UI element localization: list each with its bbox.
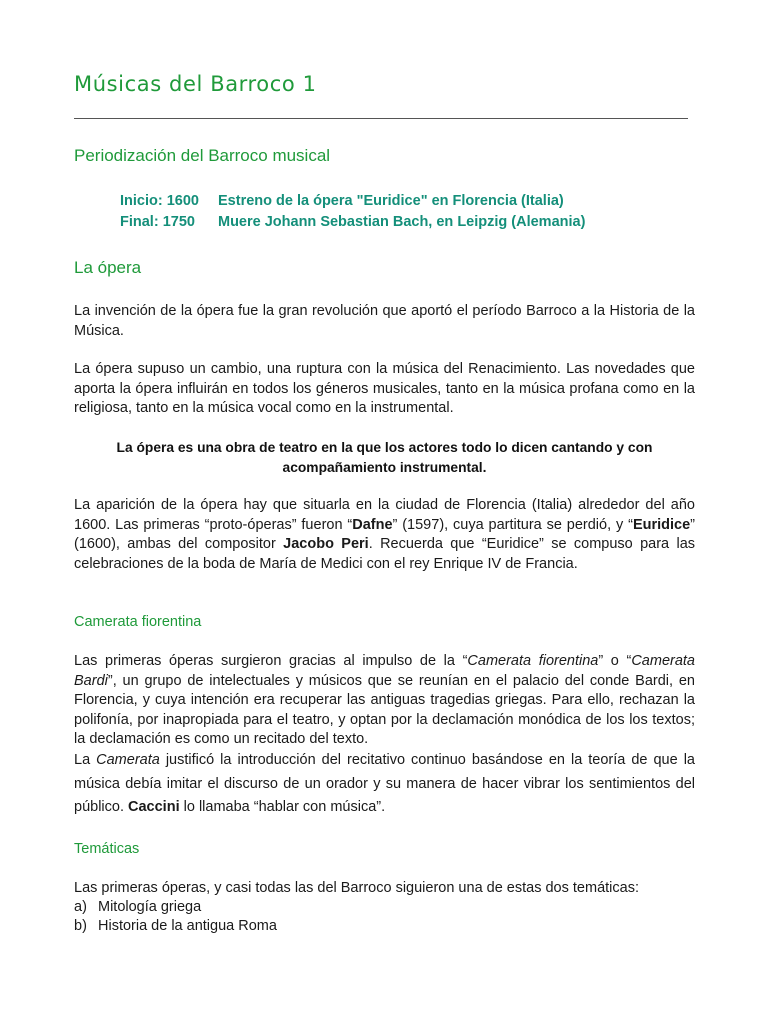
page-title: Músicas del Barroco 1 [74,72,317,96]
camerata-bardi-term: Camerata Bardi [74,653,695,689]
text-run: ” o “ [598,653,632,669]
list-item-text: Historia de la antigua Roma [98,918,277,934]
camerata-heading: Camerata fiorentina [74,614,202,630]
list-marker: b) [74,918,87,934]
opera-definition: La ópera es una obra de teatro en la que los actores todo lo dicen cantando y con acompañamiento instrumental. [116,440,653,475]
period-text: Estreno de la ópera "Euridice" en Florencia (Italia) [218,193,564,209]
camerata-term: Camerata [96,752,160,768]
list-item [74,917,277,937]
periodization-heading: Periodización del Barroco musical [74,146,331,165]
work-euridice: Euridice [632,516,691,533]
text-run: justificó la introducción del recitativo continuo basándose en la teoría de que la música debía imitar el discurso de un orador y su manera de hacer vibrar los sentimientos del público. [74,752,695,815]
composer-peri: Jacobo Peri [283,536,369,552]
list-item [74,898,201,918]
work-dafne: Dafne [352,516,393,533]
tematicas-intro: Las primeras óperas, y casi todas las del Barroco siguieron una de estas dos temáticas: [74,880,639,896]
text-run: ” (1597), cuya partitura se perdió, y “ [392,516,633,533]
camerata-fiorentina-term: Camerata fiorentina [467,653,599,669]
text-run: ”, un grupo de intelectuales y músicos que se reunían en el palacio del conde Bardi, en Florencia, y cuya intención era recuperar las antiguas tragedias griegas. Para ello, rechazan la polifonía, por inapropiada para el teatro, y optan por la declamación monódica de los los textos; la declamación es como un recitado del texto. [74,672,695,747]
period-label: Final: 1750 [120,214,195,230]
opera-paragraph-2: La ópera supuso un cambio, una ruptura con la música del Renacimiento. Las novedades que aporta la ópera influirán en todos los géneros musicales, tanto en la música profana como en la religiosa, tanto en la música vocal como en la instrumental. [74,361,695,416]
text-run: . Recuerda que “Euridice” se compuso para las celebraciones de la boda de María de Medici con el rey Enrique IV de Francia. [74,536,696,572]
tematicas-heading: Temáticas [74,841,140,857]
text-run: Las primeras óperas surgieron gracias al impulso de la “ [74,653,468,669]
camerata-paragraph-1 [74,652,695,750]
text-run: La aparición de la ópera hay que situarla en la ciudad de Florencia (Italia) alrededor del año 1600. Las primeras “proto-óperas” fueron “ [74,497,695,533]
text-run: lo llamaba “hablar con música”. [179,799,386,815]
text-run: ” (1600), ambas del compositor [74,516,695,552]
list-marker: a) [74,899,87,915]
period-row-start [120,193,564,209]
period-text: Muere Johann Sebastian Bach, en Leipzig (Alemania) [218,214,586,230]
period-label: Inicio: 1600 [120,193,199,209]
text-run: La [74,752,97,768]
title-underline [74,118,688,119]
opera-heading: La ópera [74,258,142,277]
composer-caccini: Caccini [128,799,180,815]
opera-paragraph-1: La invención de la ópera fue la gran revolución que aportó el período Barroco a la Historia de la Música. [74,303,695,339]
camerata-paragraph-2 [74,749,695,820]
period-row-end [120,214,585,230]
list-item-text: Mitología griega [98,899,202,915]
opera-paragraph-3 [74,496,695,574]
